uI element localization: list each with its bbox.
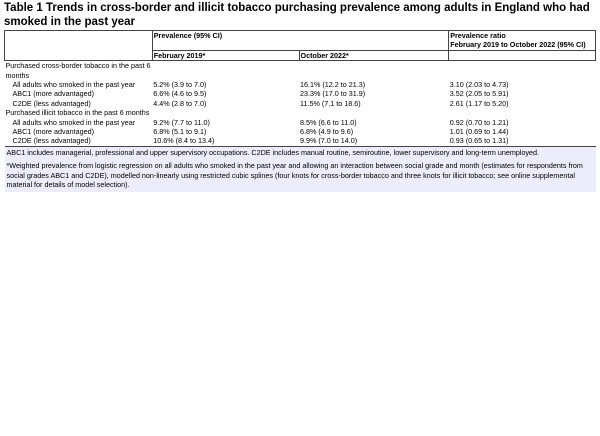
header-ratio-blank — [449, 50, 596, 60]
footnote-row — [5, 146, 596, 158]
table-title: Table 1 Trends in cross-border and illicit tobacco purchasing prevalence among adults in England who had smoked in the past year — [4, 2, 590, 28]
cell-oct: 11.5% (7.1 to 18.6) — [300, 98, 361, 108]
header-row-1 — [5, 31, 596, 51]
cell-oct: 23.3% (17.0 to 31.9) — [300, 89, 366, 99]
cell-ratio: 3.10 (2.03 to 4.73) — [449, 80, 509, 90]
cell-feb: 6.8% (5.1 to 9.1) — [153, 127, 207, 137]
row-label: All adults who smoked in the past year — [12, 80, 136, 90]
header-oct: October 2022* — [299, 50, 449, 60]
header-ratio-line1: Prevalence ratio — [450, 31, 506, 40]
cell-ratio: 1.01 (0.69 to 1.44) — [449, 127, 509, 137]
header-ratio — [449, 31, 596, 51]
cell-ratio: 3.52 (2.05 to 5.91) — [449, 89, 509, 99]
cell-feb: 6.6% (4.6 to 9.5) — [153, 89, 207, 99]
cell-feb: 5.2% (3.9 to 7.0) — [153, 80, 207, 90]
results-table — [4, 30, 596, 192]
footnote-abbreviations: ABC1 includes managerial, professional and upper supervisory occupations. C2DE includes manual routine, semiroutine, lower supervisory and long-term unemployed. — [5, 146, 596, 158]
cell-oct: 8.5% (6.6 to 11.0) — [300, 117, 357, 127]
cell-ratio: 0.93 (0.65 to 1.31) — [449, 136, 596, 146]
cell-feb: 9.2% (7.7 to 11.0) — [153, 117, 210, 127]
table-row — [5, 136, 596, 146]
row-label: ABC1 (more advantaged) — [12, 127, 95, 137]
cell-oct: 9.9% (7.0 to 14.0) — [299, 136, 449, 146]
header-prevalence: Prevalence (95% CI) — [152, 31, 448, 51]
row-label: All adults who smoked in the past year — [12, 117, 136, 127]
header-blank-cell — [5, 31, 153, 61]
cell-ratio: 2.61 (1.17 to 5.20) — [449, 98, 509, 108]
table-row — [5, 99, 596, 108]
section-heading: Purchased cross-border tobacco in the past 6 months — [5, 61, 151, 80]
header-feb: February 2019* — [152, 50, 299, 60]
table-row — [5, 89, 596, 98]
row-label: C2DE (less advantaged) — [12, 98, 91, 108]
table-row — [5, 127, 596, 136]
cell-feb: 4.4% (2.8 to 7.0) — [153, 98, 207, 108]
cell-ratio: 0.92 (0.70 to 1.21) — [449, 117, 509, 127]
header-ratio-line2: February 2019 to October 2022 (95% CI) — [450, 40, 586, 50]
cell-oct: 6.8% (4.9 to 9.6) — [300, 127, 354, 137]
section-heading: Purchased illicit tobacco in the past 6 months — [5, 108, 150, 118]
table-row — [5, 118, 596, 127]
section-heading-row — [5, 108, 596, 117]
cell-oct: 16.1% (12.2 to 21.3) — [300, 80, 366, 90]
footnote-weighting: *Weighted prevalence from logistic regression on all adults who smoked in the past year and allowing an interaction between social grade and month (estimates for respondents from social grades ABC1 and C2DE), modelled non-linearly using restricted cubic splines (four knots for cross-border tobacco and three knots for illicit tobacco; see online supplemental material for details of model selection). — [5, 158, 596, 191]
footnote-row — [5, 158, 596, 191]
section-heading-row — [5, 61, 596, 80]
row-label: ABC1 (more advantaged) — [12, 89, 95, 99]
cell-feb: 10.6% (8.4 to 13.4) — [152, 136, 299, 146]
row-label: C2DE (less advantaged) — [5, 136, 153, 146]
table-row — [5, 80, 596, 89]
